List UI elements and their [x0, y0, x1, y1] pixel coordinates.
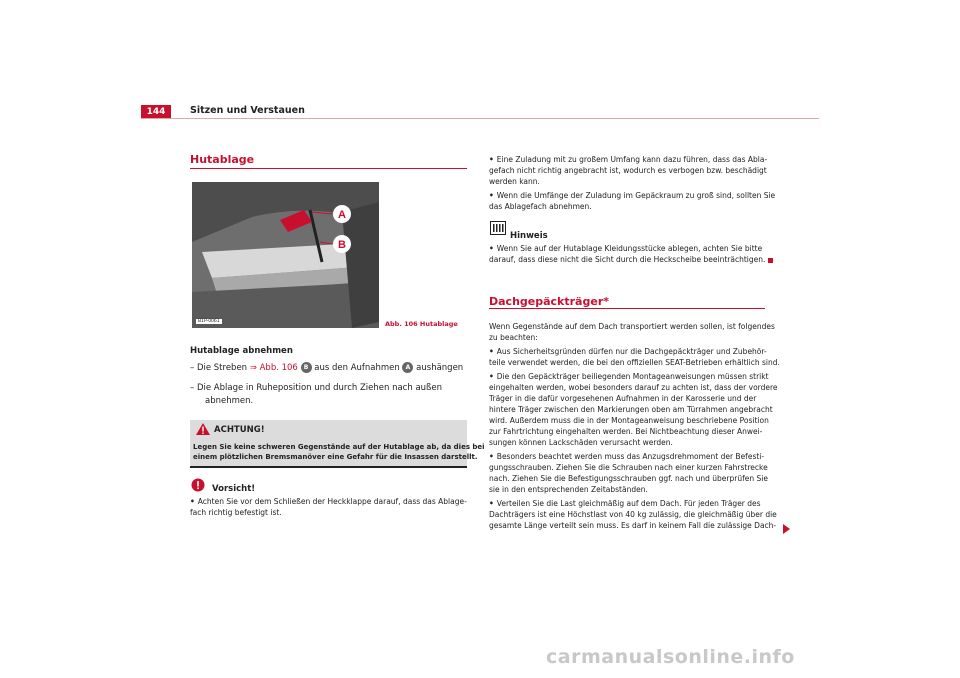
figure-label-a: A: [338, 209, 346, 221]
caution-text: [190, 496, 467, 518]
bullet-3-line-2: gungsschrauben. Ziehen Sie die Schrauben nach einer kurzen Fahrstrecke: [489, 463, 768, 472]
figure-hutablage: [192, 182, 379, 328]
figure-reference-link[interactable]: ⇒ Abb. 106: [249, 363, 298, 373]
step-2-line-2: abnehmen.: [205, 396, 254, 406]
step-1: [190, 362, 463, 375]
caution-line-1: • Achten Sie vor dem Schließen der Heckklappe darauf, dass das Ablage-: [190, 496, 467, 507]
figure-label-b: B: [338, 239, 346, 251]
end-marker-icon: [768, 258, 773, 263]
bullet-2-line-3: Träger in die dafür vorgesehenen Aufnahmen in der Karosserie und der: [489, 394, 757, 403]
header-rule: [141, 118, 819, 119]
continue-arrow-icon: [783, 524, 790, 534]
step-1-text-pre: – Die Streben: [190, 363, 250, 373]
figure-caption: Abb. 106 Hutablage: [385, 320, 458, 328]
chapter-title: Sitzen und Verstauen: [190, 105, 305, 116]
right-bullets-top: [489, 154, 775, 212]
top-bullet-1-line-3: werden kann.: [489, 177, 540, 186]
bullet-1-line-2: teile verwendet werden, die bei den offiziellen SEAT-Betrieben erhältlich sind.: [489, 358, 780, 367]
top-bullet-2-line-1: • Wenn die Umfänge der Zuladung im Gepäckraum zu groß sind, sollten Sie: [489, 190, 775, 201]
top-bullet-2-line-2: das Ablagefach abnehmen.: [489, 202, 592, 211]
badge-a: A: [402, 362, 413, 373]
figure-illustration: [192, 182, 379, 328]
subheading-remove: Hutablage abnehmen: [190, 346, 293, 356]
note-line-2: darauf, dass diese nicht die Sicht durch die Heckscheibe beeinträchtigen.: [489, 255, 766, 264]
warning-text: [193, 442, 485, 462]
step-1-text-mid: aus den Aufnahmen: [311, 363, 403, 373]
top-bullet-1-line-1: • Eine Zuladung mit zu großem Umfang kann dazu führen, dass das Abla-: [489, 154, 775, 165]
roof-rack-text: [489, 321, 780, 531]
note-title: Hinweis: [510, 231, 548, 241]
bullet-1-line-1: • Aus Sicherheitsgründen dürfen nur die Dachgepäckträger und Zubehör-: [489, 346, 780, 357]
step-2-line-1: – Die Ablage in Ruheposition und durch Ziehen nach außen: [190, 383, 443, 393]
top-bullet-1-line-2: gefach nicht richtig angebracht ist, wodurch es verbogen bzw. beschädigt: [489, 166, 767, 175]
section-title-dachgepaecktraeger: Dachgepäckträger*: [489, 295, 609, 308]
warning-triangle-icon: [196, 423, 210, 435]
note-line-1: • Wenn Sie auf der Hutablage Kleidungsstücke ablegen, achten Sie bitte: [489, 243, 773, 254]
bullet-3-line-4: sie in den entsprechenden Zeitabständen.: [489, 485, 648, 494]
page-number: 144: [141, 105, 171, 119]
bullet-2-line-7: sungen können Lackschäden verursacht werden.: [489, 438, 673, 447]
bullet-2-line-4: hintere Träger zwischen den Markierungen oben am Türrahmen angebracht: [489, 405, 773, 414]
section-rule-right: [489, 308, 765, 309]
caution-title: Vorsicht!: [212, 484, 256, 494]
warning-title: ACHTUNG!: [214, 425, 265, 435]
section-title-hutablage: Hutablage: [190, 153, 255, 166]
intro-line-1: Wenn Gegenstände auf dem Dach transportiert werden sollen, ist folgendes: [489, 322, 775, 331]
figure-code: B1P-0061: [198, 319, 220, 324]
badge-b: B: [301, 362, 312, 373]
step-1-text-post: aushängen: [413, 363, 464, 373]
warning-box-rule: [190, 466, 467, 468]
bullet-4-line-3: gesamte Länge verteilt sein muss. Es darf in keinem Fall die zulässige Dach-: [489, 521, 777, 530]
bullet-2-line-6: zur Fahrtrichtung eingehalten werden. Bei Nichtbeachtung dieser Anwei-: [489, 427, 763, 436]
intro-line-2: zu beachten:: [489, 333, 538, 342]
note-text: [489, 243, 773, 265]
bullet-3-line-1: • Besonders beachtet werden muss das Anzugsdrehmoment der Befesti-: [489, 451, 780, 462]
section-rule-left: [190, 168, 467, 169]
bullet-2-line-2: eingehalten werden, wobei besonders darauf zu achten ist, dass der vordere: [489, 383, 778, 392]
watermark: carmanualsonline.info: [546, 646, 795, 668]
bullet-2-line-5: wird. Außerdem muss die in der Montageanweisung beschriebene Position: [489, 416, 769, 425]
bullet-4-line-1: • Verteilen Sie die Last gleichmäßig auf dem Dach. Für jeden Träger des: [489, 498, 780, 509]
caution-icon: [191, 478, 205, 492]
warning-line-2: einem plötzlichen Bremsmanöver eine Gefahr für die Insassen darstellt.: [193, 453, 478, 461]
bullet-2-line-1: • Die den Gepäckträger beiliegenden Montageanweisungen müssen strikt: [489, 371, 780, 382]
bullet-3-line-3: nach. Ziehen Sie die Befestigungsschrauben ggf. nach und überprüfen Sie: [489, 474, 768, 483]
warning-line-1: Legen Sie keine schweren Gegenstände auf der Hutablage ab, da dies bei: [193, 443, 485, 451]
bullet-4-line-2: Dachträgers ist eine Höchstlast von 40 kg zulässig, die gleichmäßig über die: [489, 510, 777, 519]
note-icon: [490, 221, 506, 235]
step-2: [190, 382, 442, 408]
caution-line-2: fach richtig befestigt ist.: [190, 508, 282, 517]
